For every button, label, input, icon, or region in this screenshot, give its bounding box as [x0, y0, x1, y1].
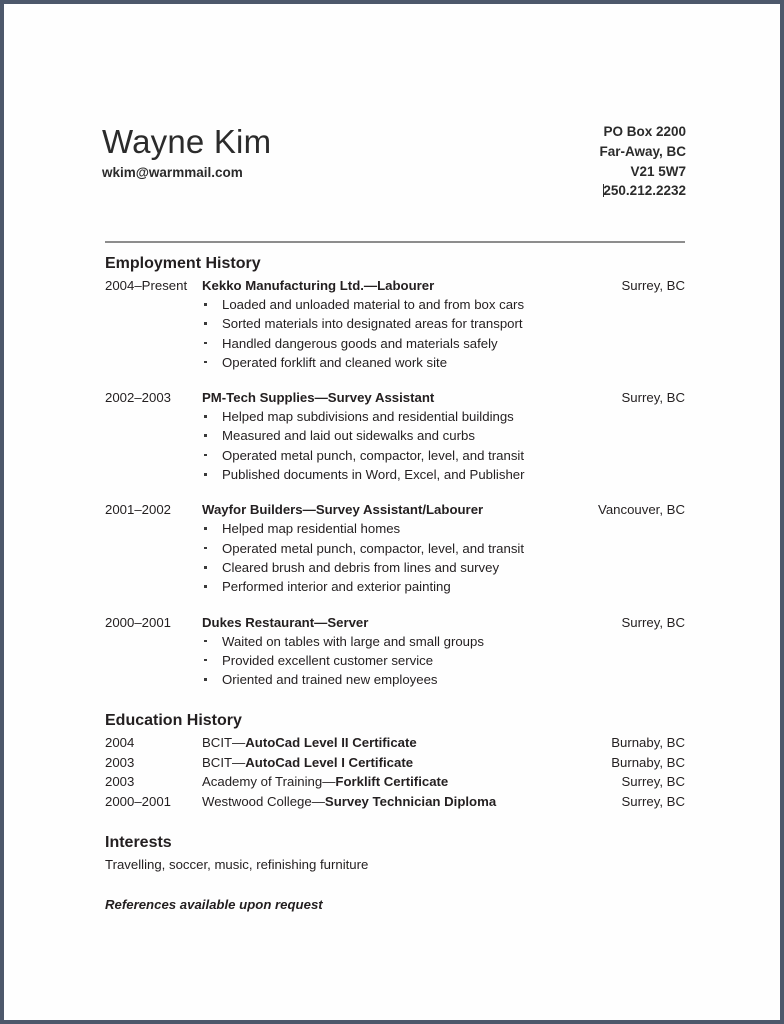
- bullet-icon: [204, 547, 207, 550]
- bullet-text: Sorted materials into designated areas for transport: [222, 316, 523, 332]
- bullet-icon: [204, 585, 207, 588]
- education-row: [105, 753, 685, 772]
- employment-location: Surrey, BC: [621, 614, 685, 630]
- bullet-icon: [204, 454, 207, 457]
- section-heading-interests: Interests: [105, 834, 172, 852]
- bullet-icon: [204, 527, 207, 530]
- education-credential: Forklift Certificate: [335, 774, 449, 790]
- bullet-text: Oriented and trained new employees: [222, 672, 438, 688]
- spacer: [105, 811, 685, 832]
- education-dates: 2004: [105, 735, 135, 751]
- bullet-text: Helped map subdivisions and residential buildings: [222, 409, 514, 425]
- list-item: [105, 334, 685, 353]
- employment-bullet-list: [105, 407, 685, 484]
- education-dates: 2003: [105, 774, 135, 790]
- bullet-text: Performed interior and exterior painting: [222, 579, 451, 595]
- list-item: [105, 519, 685, 538]
- education-row: [105, 733, 685, 752]
- header-divider: [105, 241, 685, 243]
- list-item: [105, 651, 685, 670]
- education-row: [105, 792, 685, 811]
- bullet-text: Helped map residential homes: [222, 521, 401, 537]
- resume-header: [102, 122, 686, 201]
- education-institution: BCIT—: [202, 754, 246, 770]
- employment-entry-header: [105, 500, 685, 519]
- email-address: wkim@warmmail.com: [102, 165, 243, 180]
- bullet-icon: [204, 659, 207, 662]
- employment-dates: 2000–2001: [105, 614, 172, 630]
- list-item: [105, 670, 685, 689]
- education-credential: AutoCad Level II Certificate: [245, 735, 417, 751]
- bullet-icon: [204, 415, 207, 418]
- list-item: [105, 353, 685, 372]
- spacer: [105, 484, 685, 500]
- spacer: [105, 597, 685, 613]
- education-institution: Westwood College—: [202, 793, 325, 809]
- bullet-icon: [204, 640, 207, 643]
- bullet-icon: [204, 361, 207, 364]
- contact-postal-code: V21 5W7: [630, 163, 686, 179]
- employment-entry-header: [105, 388, 685, 407]
- interests-text: Travelling, soccer, music, refinishing furniture: [105, 857, 369, 873]
- education-institution: BCIT—: [202, 735, 246, 751]
- bullet-text: Provided excellent customer service: [222, 652, 434, 668]
- employment-entry: [105, 388, 685, 484]
- education-detail: [202, 792, 496, 811]
- list-item: [105, 295, 685, 314]
- employment-entry: [105, 613, 685, 690]
- employment-entry-header: [105, 276, 685, 295]
- spacer: [105, 689, 685, 710]
- bullet-text: Measured and laid out sidewalks and curbs: [222, 428, 475, 444]
- bullet-icon: [204, 473, 207, 476]
- education-detail: [202, 753, 413, 772]
- section-heading-employment: Employment History: [105, 255, 261, 272]
- bullet-icon: [204, 434, 207, 437]
- bullet-icon: [204, 322, 207, 325]
- bullet-text: Operated forklift and cleaned work site: [222, 354, 448, 370]
- employment-entry: [105, 276, 685, 372]
- header-identity-block: [102, 122, 271, 183]
- spacer: [105, 372, 685, 388]
- bullet-text: Published documents in Word, Excel, and Publisher: [222, 467, 525, 483]
- education-location: Surrey, BC: [621, 774, 685, 790]
- employment-title: PM-Tech Supplies—Survey Assistant: [202, 390, 435, 406]
- education-location: Burnaby, BC: [611, 754, 685, 770]
- page-title: Wayne Kim: [102, 123, 272, 160]
- list-item: [105, 446, 685, 465]
- contact-phone: 250.212.2232: [603, 183, 686, 199]
- employment-bullet-list: [105, 295, 685, 372]
- employment-entry-header: [105, 613, 685, 632]
- list-item: [105, 426, 685, 445]
- contact-po-box: PO Box 2200: [603, 124, 686, 139]
- education-row: [105, 772, 685, 791]
- header-contact-block: [599, 122, 686, 201]
- list-item: [105, 539, 685, 558]
- list-item: [105, 465, 685, 484]
- employment-title: Wayfor Builders—Survey Assistant/Labourer: [202, 502, 484, 518]
- section-heading-education: Education History: [105, 712, 242, 730]
- list-item: [105, 632, 685, 651]
- bullet-text: Handled dangerous goods and materials safely: [222, 335, 498, 351]
- employment-entry: [105, 500, 685, 596]
- employment-dates: 2001–2002: [105, 502, 172, 518]
- employment-location: Surrey, BC: [621, 390, 685, 406]
- bullet-text: Operated metal punch, compactor, level, and transit: [222, 540, 525, 556]
- bullet-text: Waited on tables with large and small groups: [222, 633, 484, 649]
- contact-phone-row: [599, 181, 686, 201]
- education-dates: 2000–2001: [105, 793, 172, 809]
- bullet-text: Cleared brush and debris from lines and survey: [222, 559, 500, 575]
- resume-sheet: [4, 4, 780, 1020]
- education-credential: AutoCad Level I Certificate: [245, 754, 414, 770]
- education-institution: Academy of Training—: [202, 774, 336, 790]
- bullet-icon: [204, 678, 207, 681]
- education-location: Burnaby, BC: [611, 735, 685, 751]
- employment-title: Kekko Manufacturing Ltd.—Labourer: [202, 278, 435, 293]
- list-item: [105, 558, 685, 577]
- employment-location: Vancouver, BC: [598, 502, 685, 518]
- education-credential: Survey Technician Diploma: [324, 793, 497, 809]
- employment-dates: 2002–2003: [105, 390, 172, 406]
- resume-body: [105, 253, 685, 914]
- bullet-text: Loaded and unloaded material to and from box cars: [222, 297, 525, 312]
- bullet-icon: [204, 303, 207, 306]
- contact-city: Far-Away, BC: [599, 143, 686, 159]
- list-item: [105, 577, 685, 596]
- bullet-text: Operated metal punch, compactor, level, and transit: [222, 447, 525, 463]
- education-detail: [202, 733, 417, 752]
- list-item: [105, 314, 685, 333]
- bullet-icon: [204, 566, 207, 569]
- employment-location: Surrey, BC: [621, 278, 685, 293]
- references-note: References available upon request: [105, 897, 323, 913]
- education-dates: 2003: [105, 754, 135, 770]
- education-location: Surrey, BC: [621, 793, 685, 809]
- bullet-icon: [204, 342, 207, 345]
- employment-dates: 2004–Present: [105, 278, 188, 293]
- employment-title: Dukes Restaurant—Server: [202, 614, 369, 630]
- education-detail: [202, 772, 448, 791]
- employment-bullet-list: [105, 519, 685, 596]
- employment-bullet-list: [105, 632, 685, 690]
- list-item: [105, 407, 685, 426]
